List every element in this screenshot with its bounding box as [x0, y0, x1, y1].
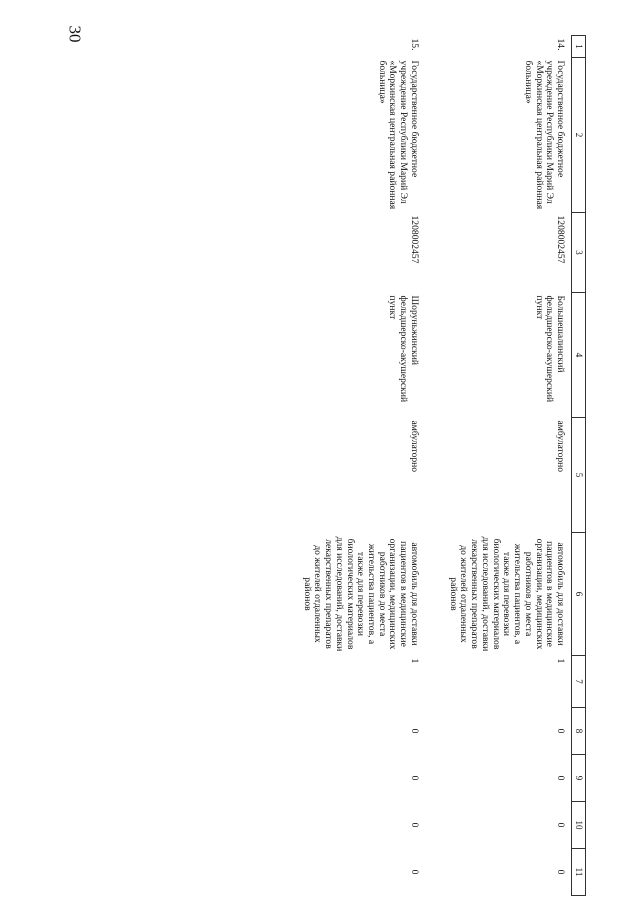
table-row: [445, 36, 572, 896]
facility-name: Шоруньжинский фельдшерско-акушерский пункт: [387, 295, 420, 403]
col11-value: 0: [408, 869, 420, 875]
inn-code: 1208002457: [408, 215, 420, 264]
table-row: [299, 36, 445, 896]
organization-name: Государственное бюджетное учреждение Республики Марий Эл «Моркинская центральная районная больница»: [376, 60, 420, 210]
col-header-1: 1: [572, 36, 586, 58]
col-header-10: 10: [572, 802, 586, 849]
inn-code: 1208002457: [555, 215, 566, 264]
col-header-8: 8: [572, 708, 586, 755]
care-type: амбулаторно: [555, 420, 566, 473]
facility-name: Большешалинский фельдшерско-акушерский пункт: [533, 295, 566, 403]
col9-value: 0: [555, 775, 566, 781]
col-header-5: 5: [572, 418, 586, 533]
col11-value: 0: [555, 869, 566, 875]
header-row: [572, 36, 586, 896]
col-header-2: 2: [572, 58, 586, 213]
vehicles-table: [299, 35, 586, 896]
col-header-7: 7: [572, 656, 586, 708]
vehicle-purpose: автомобиль для доставки пациентов в медицинские организации, медицинских работников до места жительства пациентов, а также для перевозки биологических материалов для исследований, доставки лекарственных препаратов до жителей отдаленных районов: [301, 536, 420, 652]
col7-value: 1: [555, 658, 566, 664]
col10-value: 0: [408, 822, 420, 828]
col8-value: 0: [555, 728, 566, 734]
page-number: 30: [65, 25, 85, 43]
row-number: 14.: [555, 38, 566, 51]
vehicle-purpose: автомобиль для доставки пациентов в медицинские организации, медицинских работников до места жительства пациентов, а также для перевозки биологических материалов для исследований, доставки лекарственных препаратов до жителей отдаленных районов: [447, 536, 566, 652]
col-header-4: 4: [572, 293, 586, 418]
col-header-9: 9: [572, 755, 586, 802]
row-number: 15.: [408, 38, 420, 51]
col10-value: 0: [555, 822, 566, 828]
col-header-6: 6: [572, 533, 586, 656]
care-type: амбулаторно: [408, 420, 420, 473]
col-header-11: 11: [572, 849, 586, 896]
rotated-table-container: [116, 35, 586, 895]
col9-value: 0: [408, 775, 420, 781]
col-header-3: 3: [572, 213, 586, 293]
col7-value: 1: [408, 658, 420, 664]
organization-name: Государственное бюджетное учреждение Республики Марий Эл «Моркинская центральная районная больница»: [522, 60, 566, 210]
col8-value: 0: [408, 728, 420, 734]
